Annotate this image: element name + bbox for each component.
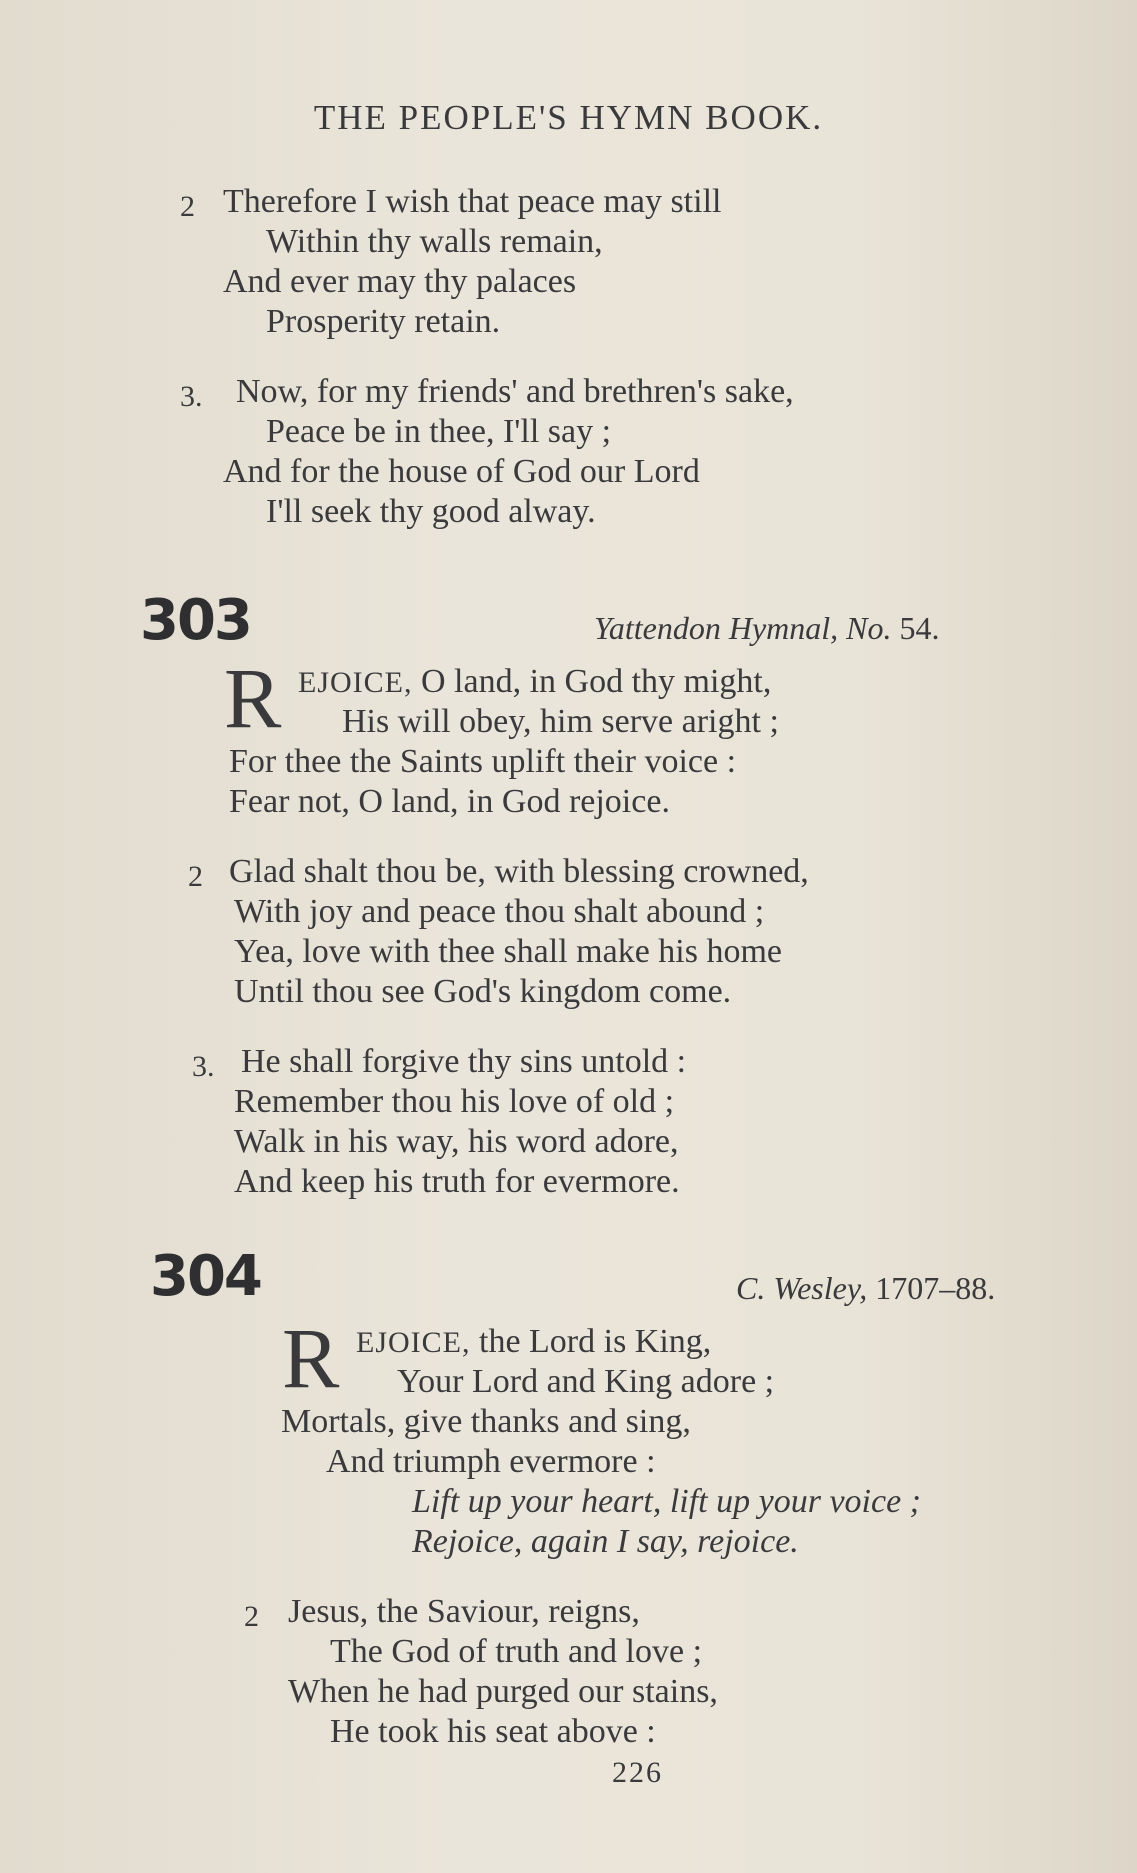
hymn-number: 303 bbox=[140, 588, 251, 653]
verse-line: Until thou see God's kingdom come. bbox=[234, 973, 732, 1010]
verse-line bbox=[356, 1322, 711, 1363]
drop-cap: R bbox=[282, 1310, 340, 1406]
verse-line: Remember thou his love of old ; bbox=[234, 1083, 675, 1120]
attribution-author: C. Wesley, bbox=[736, 1270, 868, 1306]
verse-line: Your Lord and King adore ; bbox=[397, 1363, 775, 1400]
hymn-attribution bbox=[594, 610, 940, 647]
verse-line: And for the house of God our Lord bbox=[223, 453, 700, 490]
drop-cap: R bbox=[224, 650, 282, 746]
hymn-attribution bbox=[736, 1270, 995, 1307]
verse-line: He took his seat above : bbox=[330, 1713, 656, 1750]
verse-line: When he had purged our stains, bbox=[288, 1673, 718, 1710]
hymn-number: 304 bbox=[150, 1244, 261, 1309]
verse-number: 3. bbox=[180, 380, 203, 413]
verse-number: 2 bbox=[180, 190, 195, 223]
verse-line: The God of truth and love ; bbox=[330, 1633, 703, 1670]
verse-line: Yea, love with thee shall make his home bbox=[234, 933, 783, 970]
running-header: THE PEOPLE'S HYMN BOOK. bbox=[313, 98, 824, 137]
verse-line: Within thy walls remain, bbox=[266, 223, 603, 260]
page-number: 226 bbox=[612, 1756, 663, 1789]
refrain-line: Rejoice, again I say, rejoice. bbox=[412, 1523, 799, 1560]
verse-line: His will obey, him serve aright ; bbox=[342, 703, 779, 740]
verse-line bbox=[298, 662, 771, 703]
verse-number: 3. bbox=[192, 1050, 215, 1083]
first-line-rest: the Lord is King, bbox=[470, 1323, 712, 1360]
verse-line: Prosperity retain. bbox=[266, 303, 501, 340]
verse-line: Now, for my friends' and brethren's sake, bbox=[236, 373, 794, 410]
verse-line: He shall forgive thy sins untold : bbox=[241, 1043, 687, 1080]
verse-line: Mortals, give thanks and sing, bbox=[281, 1403, 691, 1440]
verse-line: Therefore I wish that peace may still bbox=[223, 183, 722, 220]
verse-number: 2 bbox=[244, 1600, 259, 1633]
attribution-ref: 54. bbox=[899, 610, 940, 646]
attribution-dates: 1707–88. bbox=[875, 1270, 996, 1306]
verse-line: I'll seek thy good alway. bbox=[266, 493, 596, 530]
first-line-rest: O land, in God thy might, bbox=[412, 663, 772, 700]
verse-line: Fear not, O land, in God rejoice. bbox=[229, 783, 670, 820]
verse-line: Walk in his way, his word adore, bbox=[234, 1123, 679, 1160]
verse-line: With joy and peace thou shalt abound ; bbox=[234, 893, 765, 930]
verse-line: And keep his truth for evermore. bbox=[234, 1163, 680, 1200]
verse-line: Peace be in thee, I'll say ; bbox=[266, 413, 612, 450]
verse-line: Glad shalt thou be, with blessing crowned, bbox=[229, 853, 809, 890]
attribution-source: Yattendon Hymnal, No. bbox=[594, 610, 892, 646]
verse-line: And ever may thy palaces bbox=[223, 263, 577, 300]
first-word: EJOICE, bbox=[356, 1326, 471, 1359]
verse-line: And triumph evermore : bbox=[326, 1443, 656, 1480]
verse-number: 2 bbox=[188, 860, 203, 893]
verse-line: For thee the Saints uplift their voice : bbox=[229, 743, 737, 780]
first-word: EJOICE, bbox=[298, 666, 413, 699]
verse-line: Jesus, the Saviour, reigns, bbox=[288, 1593, 640, 1630]
refrain-line: Lift up your heart, lift up your voice ; bbox=[412, 1483, 921, 1520]
